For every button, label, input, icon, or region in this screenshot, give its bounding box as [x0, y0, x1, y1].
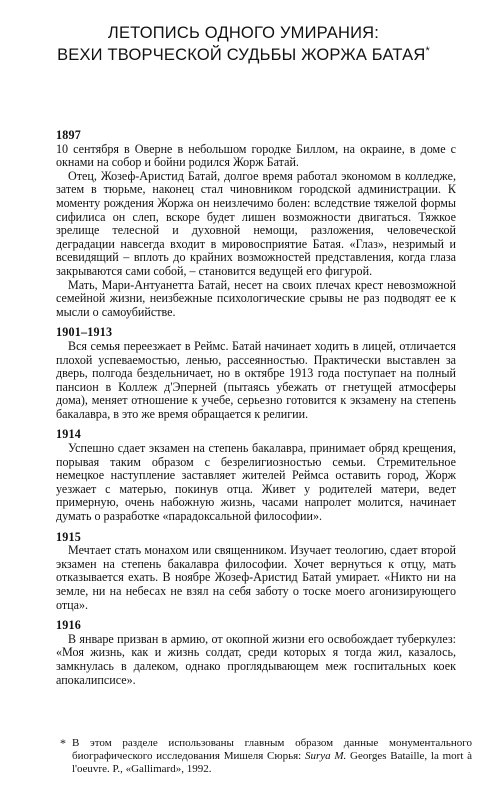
paragraph: В январе призван в армию, от окопной жизни его освобождает туберкулез: «Моя жизнь, как и жизнь солдат, среди которых я тогда жил, казалось, замкнулась в далеком, однако проглядывающем меж госпитальных коек апокалипсисе».: [56, 631, 456, 687]
paragraph: Отец, Жозеф-Аристид Батай, долгое время работал экономом в колледже, затем в тюрьме, наконец стал чиновником городской администрации. К моменту рождения Жоржа он неизлечимо болен: вследствие тяжелой формы сифилиса он слеп, вскоре будет лишен возможности двигаться. Тяжкое зрелище телесной и духовной немощи, разложения, человеческой деградации навсегда входит в мировосприятие Батая. «Глаз», незримый и всевидящий – вплоть до крайних возможностей представления, когда глаза закрываются сами собой, – становится ведущей его фигурой.: [56, 168, 456, 278]
chronicle-body: [56, 129, 456, 687]
chapter-title-line-1: ЛЕТОПИСЬ ОДНОГО УМИРАНИЯ:: [107, 24, 380, 42]
footnote-citation: Georges Bataille, la mort à l'oeuvre. P., «Gallimard», 1992.: [72, 750, 473, 775]
footnote: [60, 736, 473, 776]
year-heading: 1915: [56, 529, 81, 544]
footnote-reference-mark: *: [425, 45, 430, 57]
year-section-1914: [56, 428, 456, 523]
year-heading: 1897: [56, 128, 81, 142]
chapter-title-line-2: [20, 44, 467, 66]
paragraph: 10 сентября в Оверне в небольшом городке Биллом, на окраине, в доме с окнами на собор и бойни родился Жорж Батай.: [56, 141, 456, 170]
footnote-mark: *: [60, 736, 66, 750]
year-heading: 1916: [56, 618, 81, 633]
chapter-title-line-2-text: ВЕХИ ТВОРЧЕСКОЙ СУДЬБЫ ЖОРЖА БАТАЯ: [57, 46, 426, 64]
year-section-1915: [56, 531, 456, 613]
paragraph: Мать, Мари-Антуанетта Батай, несет на своих плечах крест невозможной семейной жизни, неизбежные психологические срывы не раз подводят ее к мысли о самоубийстве.: [56, 277, 456, 319]
footnote-text-main: В этом разделе использованы главным образом данные монументального биографического исследования Мишеля Сюрья:: [72, 737, 472, 762]
year-section-1901-1913: [56, 326, 456, 421]
year-section-1897: [56, 129, 456, 319]
footnote-text: [72, 737, 472, 776]
paragraph: Успешно сдает экзамен на степень бакалавра, принимает обряд крещения, порывая таким образом с безрелигиозностью семьи. Стремительное немецкое наступление заставляет жителей Реймса оставить город, Жорж уезжает с матерью, покинув отца. Живет у родителей матери, ведет примерную, очень набожную жизнь, часами напролет молится, начинает думать о разработке «парадоксальной философии».: [56, 441, 456, 524]
year-section-1916: [56, 619, 456, 687]
year-heading: 1914: [56, 427, 81, 442]
year-heading: 1901–1913: [56, 325, 113, 340]
chapter-title: [20, 22, 467, 66]
paragraph: Вся семья переезжает в Реймс. Батай начинает ходить в лицей, отличается плохой успеваемостью, ленью, рассеянностью. Практически выставлен за дверь, полгода бездельничает, но в октябре 1913 года поступает на полный пансион в Коллеж д'Эперней (пытаясь убежать от гнетущей атмосферы дома), меняет отношение к учебе, серьезно готовится к экзамену на степень бакалавра, в это же время обращается к религии.: [56, 338, 456, 421]
paragraph: Мечтает стать монахом или священником. Изучает теологию, сдает второй экзамен на степень бакалавра философии. Хочет вернуться к отцу, мать отказывается ехать. В ноябре Жозеф-Аристид Батай умирает. «Никто ни на земле, ни на небесах не взял на себя заботу о тоске моего агонизирующего отца».: [56, 543, 456, 612]
footnote-author: Surya M.: [304, 750, 347, 762]
